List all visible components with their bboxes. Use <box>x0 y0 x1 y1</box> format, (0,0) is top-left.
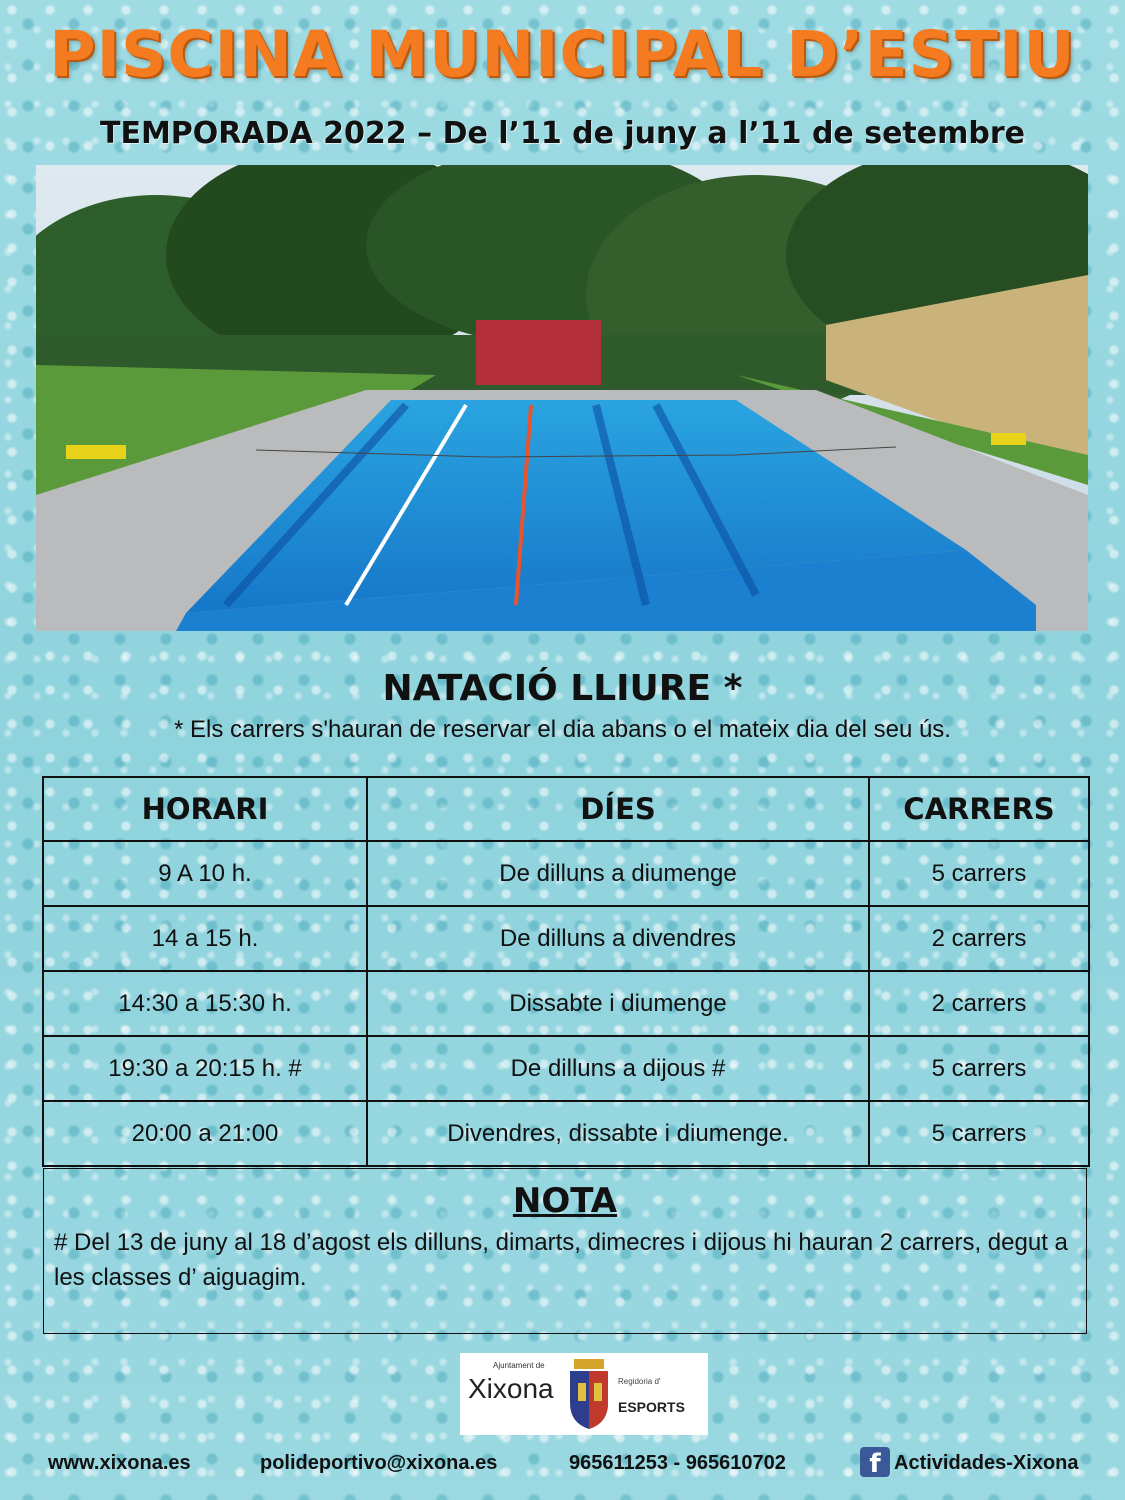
schedule-table <box>42 776 1090 1167</box>
table-row <box>43 906 1089 971</box>
cell-horari: 20:00 a 21:00 <box>43 1101 367 1166</box>
cell-dies: De dilluns a divendres <box>367 906 869 971</box>
cell-carrers: 5 carrers <box>869 1101 1089 1166</box>
cell-horari: 19:30 a 20:15 h. # <box>43 1036 367 1101</box>
cell-carrers: 5 carrers <box>869 1036 1089 1101</box>
table-row <box>43 1101 1089 1166</box>
footer-facebook[interactable]: Actividades-Xixona <box>894 1452 1079 1474</box>
cell-carrers: 2 carrers <box>869 971 1089 1036</box>
logo-city: Xixona <box>468 1373 554 1404</box>
footer-phones: 965611253 - 965610702 <box>569 1452 786 1474</box>
facebook-icon[interactable]: f <box>860 1447 890 1477</box>
logo-esports: ESPORTS <box>618 1399 685 1415</box>
page-title: PISCINA MUNICIPAL D’ESTIU <box>49 18 1076 91</box>
header-dies: DÍES <box>367 777 869 841</box>
cell-carrers: 2 carrers <box>869 906 1089 971</box>
table-header-row <box>43 777 1089 841</box>
coat-of-arms-icon <box>564 1357 614 1431</box>
table-row <box>43 841 1089 906</box>
cell-dies: Divendres, dissabte i diumenge. <box>367 1101 869 1166</box>
cell-carrers: 5 carrers <box>869 841 1089 906</box>
nota-text: # Del 13 de juny al 18 d’agost els dilluns, dimarts, dimecres i dijous hi hauran 2 carrers, degut a les classes d’ aiguagim. <box>54 1229 1068 1291</box>
section-title: NATACIÓ LLIURE * <box>382 668 743 709</box>
footer-website[interactable]: www.xixona.es <box>48 1452 191 1474</box>
pool-photo <box>36 165 1088 631</box>
logo-regidoria: Regidoria d' <box>618 1377 661 1386</box>
cell-horari: 14:30 a 15:30 h. <box>43 971 367 1036</box>
header-carrers: CARRERS <box>869 777 1089 841</box>
footer-email[interactable]: polideportivo@xixona.es <box>260 1452 498 1474</box>
cell-dies: De dilluns a diumenge <box>367 841 869 906</box>
cell-dies: Dissabte i diumenge <box>367 971 869 1036</box>
header-horari: HORARI <box>43 777 367 841</box>
ajuntament-logo <box>460 1353 708 1435</box>
logo-small-text: Ajuntament de <box>493 1361 545 1370</box>
table-row <box>43 1036 1089 1101</box>
season-subtitle: TEMPORADA 2022 – De l’11 de juny a l’11 de setembre <box>100 116 1025 151</box>
nota-box <box>43 1168 1087 1334</box>
cell-dies: De dilluns a dijous # <box>367 1036 869 1101</box>
cell-horari: 9 A 10 h. <box>43 841 367 906</box>
table-row <box>43 971 1089 1036</box>
cell-horari: 14 a 15 h. <box>43 906 367 971</box>
reservation-note: * Els carrers s'hauran de reservar el dia abans o el mateix dia del seu ús. <box>174 716 951 743</box>
nota-title: NOTA <box>512 1181 618 1221</box>
